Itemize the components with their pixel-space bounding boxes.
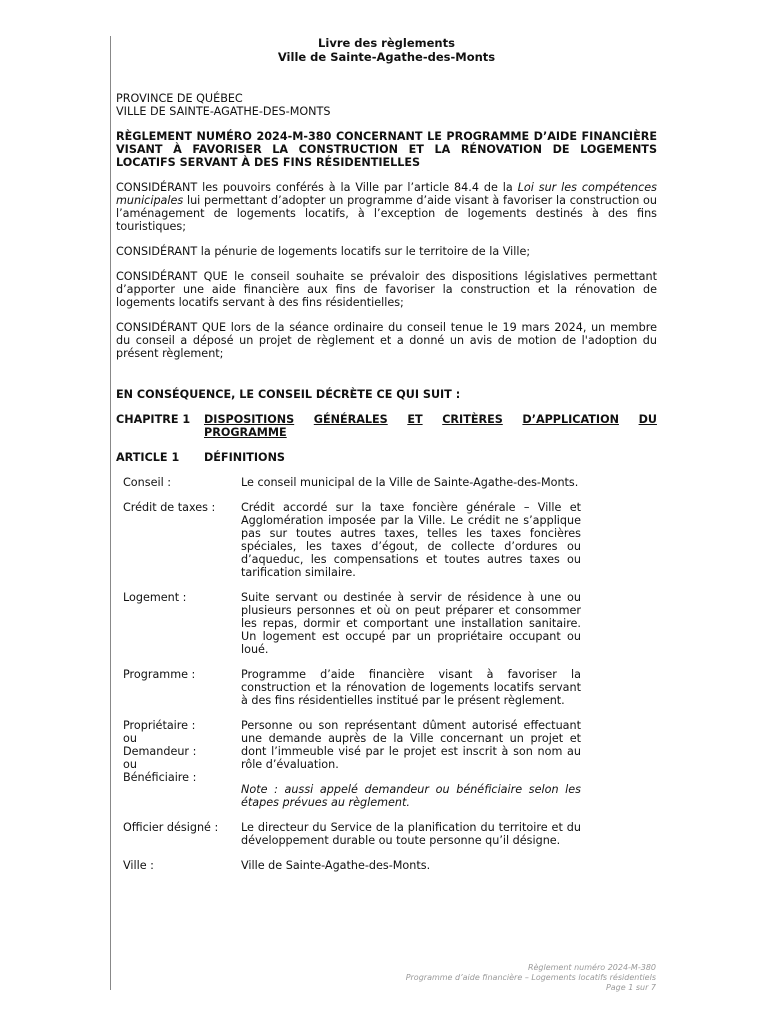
header-title: Livre des règlements bbox=[318, 36, 455, 50]
definition-term bbox=[123, 719, 241, 809]
definition-desc: Ville de Sainte-Agathe-des-Monts. bbox=[241, 859, 431, 872]
proprietaire-term: Propriétaire : bbox=[123, 719, 196, 732]
considerant-2: CONSIDÉRANT la pénurie de logements locatifs sur le territoire de la Ville; bbox=[116, 245, 531, 258]
proprietaire-term: Demandeur : bbox=[123, 745, 197, 758]
proprietaire-desc: Personne ou son représentant dûment autorisé effectuant une demande auprès de la Ville concernant un projet et dont l’immeuble visé par le projet est inscrit à son nom au rôle d’évaluation. bbox=[241, 719, 581, 771]
chapter-title-word: DU bbox=[638, 413, 657, 426]
definitions-list bbox=[123, 476, 657, 872]
chapter-title-word: ET bbox=[407, 413, 423, 426]
chapter-title-line-1 bbox=[204, 413, 657, 426]
definition-desc: Crédit accordé sur la taxe foncière générale – Ville et Agglomération imposée par la Ville. Le crédit ne s’applique pas sur toutes autres taxes, telles les taxes foncières spéciales, les taxes d’égout, de collecte d’ordures ou d’aqueduc, les compensations et toutes autres taxes ou tarification similaire. bbox=[241, 501, 581, 579]
document-page bbox=[116, 36, 657, 872]
article-title: DÉFINITIONS bbox=[204, 451, 285, 464]
proprietaire-note: Note : aussi appelé demandeur ou bénéficiaire selon les étapes prévues au règlement. bbox=[241, 783, 581, 809]
definition-desc: Le directeur du Service de la planification du territoire et du développement durable ou toute personne qu’il désigne. bbox=[241, 821, 581, 847]
page-header bbox=[116, 36, 657, 64]
definition-term: Logement : bbox=[123, 591, 187, 604]
definition-proprietaire bbox=[123, 719, 657, 809]
margin-rule bbox=[110, 36, 111, 990]
definition-row bbox=[123, 501, 657, 579]
proprietaire-term: ou bbox=[123, 732, 137, 745]
definition-term: Crédit de taxes : bbox=[123, 501, 216, 514]
definition-desc: Le conseil municipal de la Ville de Sainte-Agathe-des-Monts. bbox=[241, 476, 579, 489]
chapter-label: CHAPITRE 1 bbox=[116, 413, 191, 426]
chapter-title-word: DISPOSITIONS bbox=[204, 413, 295, 426]
definition-row bbox=[123, 591, 657, 656]
considerant-4: CONSIDÉRANT QUE lors de la séance ordinaire du conseil tenue le 19 mars 2024, un membre du conseil a déposé un projet de règlement et a donné un avis de motion de l'adoption du présent règlement; bbox=[116, 321, 657, 360]
definition-desc bbox=[241, 719, 581, 809]
definition-row bbox=[123, 476, 657, 489]
province-line: PROVINCE DE QUÉBEC bbox=[116, 92, 243, 105]
considerant-1-text: CONSIDÉRANT les pouvoirs conférés à la Ville par l’article 84.4 de la bbox=[116, 181, 518, 194]
law-citation: Loi sur les compétences municipales bbox=[116, 181, 658, 207]
page-footer bbox=[406, 963, 656, 993]
footer-reglement: Règlement numéro 2024-M-380 bbox=[527, 963, 656, 972]
article-label: ARTICLE 1 bbox=[116, 451, 180, 464]
considerant-1 bbox=[116, 181, 657, 233]
proprietaire-term: ou bbox=[123, 758, 137, 771]
definition-desc: Suite servant ou destinée à servir de résidence à une ou plusieurs personnes et où on peut préparer et consommer les repas, dormir et comportant une installation sanitaire. Un logement est occupé par un propriétaire occupant ou loué. bbox=[241, 591, 581, 656]
definition-desc: Programme d’aide financière visant à favoriser la construction et la rénovation de logements locatifs servant à des fins résidentielles institué par le présent règlement. bbox=[241, 668, 581, 707]
footer-page-number: Page 1 sur 7 bbox=[605, 983, 656, 992]
footer-programme: Programme d’aide financière – Logements locatifs résidentiels bbox=[405, 973, 656, 982]
chapter-title-line-2: PROGRAMME bbox=[204, 426, 287, 439]
chapter-heading bbox=[116, 413, 657, 439]
definition-term: Ville : bbox=[123, 859, 154, 872]
ville-line: VILLE DE SAINTE-AGATHE-DES-MONTS bbox=[116, 105, 331, 118]
definition-term: Conseil : bbox=[123, 476, 172, 489]
considerant-3: CONSIDÉRANT QUE le conseil souhaite se prévaloir des dispositions législatives permettant d’apporter une aide financière aux fins de favoriser la construction et la rénovation de logements locatifs servant à des fins résidentielles; bbox=[116, 270, 657, 309]
definition-row bbox=[123, 859, 657, 872]
chapter-title-word: GÉNÉRALES bbox=[313, 413, 388, 426]
article-heading bbox=[116, 451, 657, 464]
definition-term: Officier désigné : bbox=[123, 821, 219, 834]
definition-row bbox=[123, 668, 657, 707]
definition-term: Programme : bbox=[123, 668, 196, 681]
reglement-title: RÈGLEMENT NUMÉRO 2024-M-380 CONCERNANT LE PROGRAMME D’AIDE FINANCIÈRE VISANT À FAVORISER LA CONSTRUCTION ET LA RÉNOVATION DE LOGEMENTS LOCATIFS SERVANT À DES FINS RÉSIDENTIELLES bbox=[116, 130, 657, 169]
proprietaire-term: Bénéficiaire : bbox=[123, 771, 197, 784]
header-subtitle: Ville de Sainte-Agathe-des-Monts bbox=[277, 50, 496, 64]
chapter-title bbox=[204, 413, 657, 439]
chapter-title-word: D’APPLICATION bbox=[522, 413, 619, 426]
considerant-1-text-end: lui permettant d’adopter un programme d’aide visant à favoriser la construction ou l’aménagement de logements locatifs, à l’exception de logements destinés à des fins touristiques; bbox=[116, 194, 657, 233]
chapter-title-word: CRITÈRES bbox=[442, 413, 503, 426]
definition-row bbox=[123, 821, 657, 847]
consequence-heading: EN CONSÉQUENCE, LE CONSEIL DÉCRÈTE CE QUI SUIT : bbox=[116, 388, 461, 401]
